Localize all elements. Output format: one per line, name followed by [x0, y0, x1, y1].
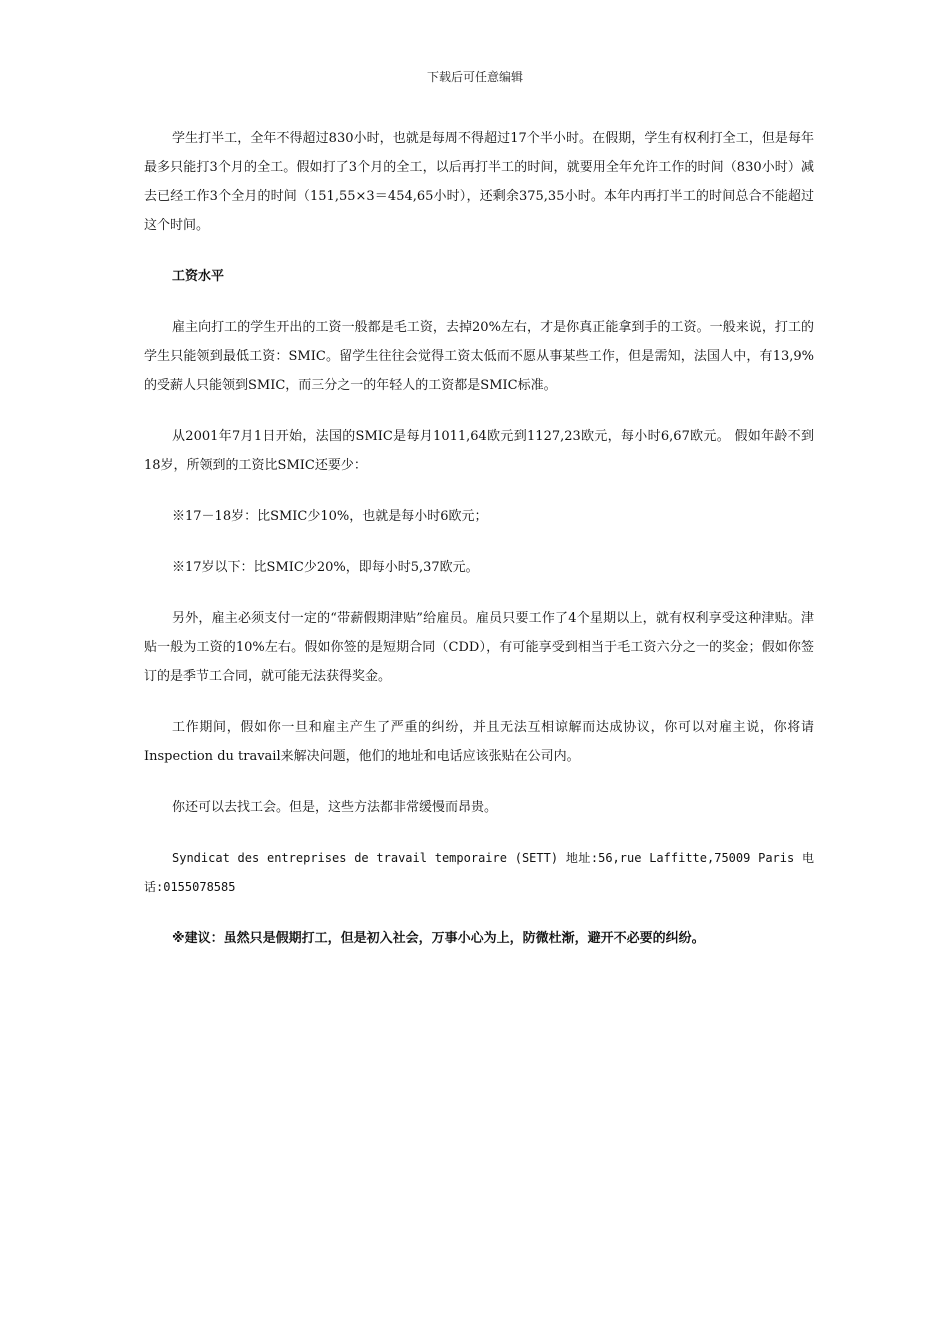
- paragraph-advice: ※建议：虽然只是假期打工，但是初入社会，万事小心为上，防微杜渐，避开不必要的纠纷。: [172, 931, 705, 946]
- section-heading-wage-level: 工资水平: [172, 269, 225, 284]
- paragraph-age-17-18: ※17－18岁：比SMIC少10%，也就是每小时6欧元；: [172, 509, 488, 524]
- paragraph-paid-leave: 另外，雇主必须支付一定的“带薪假期津贴”给雇员。雇员只要工作了4个星期以上，就有权利享受这种津贴。津贴一般为工资的10%左右。假如你签的是短期合同（CDD），有可能享受到相当于毛工资六分之一的奖金；假如你签订的是季节工合同，就可能无法获得奖金。: [144, 611, 814, 684]
- paragraph-sett-address: Syndicat des entreprises de travail temporaire (SETT) 地址:56,rue Laffitte,75009 Paris 电话:0155078585: [144, 851, 814, 894]
- paragraph-smic-rate: 从2001年7月1日开始，法国的SMIC是每月1011,64欧元到1127,23欧元，每小时6,67欧元。 假如年龄不到18岁，所领到的工资比SMIC还要少：: [144, 429, 814, 473]
- document-body: [144, 124, 814, 953]
- paragraph-disputes: 工作期间，假如你一旦和雇主产生了严重的纠纷，并且无法互相谅解而达成协议，你可以对雇主说，你将请Inspection du travail来解决问题，他们的地址和电话应该张贴在公司内。: [144, 720, 814, 764]
- page-header: 下载后可任意编辑: [426, 70, 523, 84]
- paragraph-age-under-17: ※17岁以下：比SMIC少20%，即每小时5,37欧元。: [172, 560, 479, 575]
- paragraph-gross-wage: 雇主向打工的学生开出的工资一般都是毛工资，去掉20%左右，才是你真正能拿到手的工资。一般来说，打工的学生只能领到最低工资：SMIC。留学生往往会觉得工资太低而不愿从事某些工作，但是需知，法国人中，有13,9%的受薪人只能领到SMIC，而三分之一的年轻人的工资都是SMIC标准。: [144, 320, 814, 393]
- paragraph-union: 你还可以去找工会。但是，这些方法都非常缓慢而昂贵。: [172, 800, 498, 815]
- paragraph-work-hours: 学生打半工，全年不得超过830小时，也就是每周不得超过17个半小时。在假期，学生有权利打全工，但是每年最多只能打3个月的全工。假如打了3个月的全工，以后再打半工的时间，就要用全年允许工作的时间（830小时）减去已经工作3个全月的时间（151,55×3＝454,65小时），还剩余375,35小时。本年内再打半工的时间总合不能超过这个时间。: [144, 131, 814, 233]
